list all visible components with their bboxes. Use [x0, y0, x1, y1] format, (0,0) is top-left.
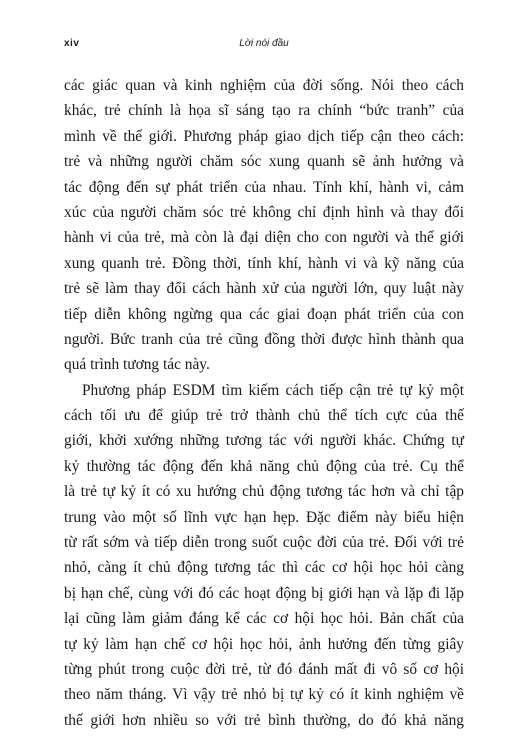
paragraph-1 — [64, 73, 464, 378]
text-line: khác, trẻ chính là họa sĩ sáng tạo ra chính “bức tranh” của — [64, 102, 464, 120]
text-line: thế giới hơn nhiều so với trẻ bình thường, do đó khả năng — [64, 711, 464, 729]
text-line: trung vào một số lĩnh vực hạn hẹp. Đặc điểm này biểu hiện — [64, 508, 464, 526]
text-line: quá trình tương tác này. — [64, 356, 210, 374]
text-line: các giác quan và kinh nghiệm của đời sống. Nói theo cách — [64, 77, 464, 94]
text-line: trẻ và những người chăm sóc xung quanh sẽ ảnh hưởng và — [64, 153, 464, 171]
text-line: hành vi của trẻ, mà còn là đại diện cho con người và thế giới — [64, 229, 464, 247]
text-line: xung quanh trẻ. Đồng thời, tính khí, hành vi và kỹ năng của — [64, 254, 464, 272]
page-number: xiv — [64, 38, 80, 49]
text-line: tiếp diễn không ngừng qua các giai đoạn phát triển của con — [64, 305, 464, 323]
text-line: Phương pháp ESDM tìm kiếm cách tiếp cận trẻ tự kỷ một — [82, 381, 464, 399]
text-line: trẻ sẽ làm thay đổi cách hành xử của người lớn, quy luật này — [64, 280, 464, 298]
text-line: giới, khởi xướng những tương tác với người khác. Chứng tự — [64, 432, 464, 450]
text-line: cách tối ưu để giúp trẻ trở thành chủ thể tích cực của thế — [64, 407, 464, 425]
body-text — [64, 73, 464, 733]
text-line: kỷ thường tác động đến khả năng chủ động của trẻ. Cụ thể — [64, 457, 464, 475]
text-line: từng phút trong cuộc đời trẻ, từ đó đánh mất đi vô số cơ hội — [64, 660, 464, 678]
text-line: xúc của người chăm sóc trẻ không chỉ định hình và thay đổi — [64, 203, 464, 221]
page-header — [64, 38, 464, 54]
paragraph-2 — [64, 378, 464, 733]
text-line: lại cũng làm giảm đáng kể các cơ hội học hỏi. Bản chất của — [64, 610, 464, 628]
text-line: người. Bức tranh của trẻ cũng đồng thời được hình thành qua — [64, 330, 464, 348]
text-line: bị hạn chế, cùng với đó các hoạt động bị giới hạn và lặp đi lặp — [64, 584, 464, 602]
text-line: theo năm tháng. Vì vậy trẻ nhỏ bị tự kỷ có ít kinh nghiệm về — [64, 686, 464, 704]
text-line: tự kỷ làm hạn chế cơ hội học hỏi, ảnh hưởng đến từng giây — [64, 635, 464, 653]
running-title: Lời nói đầu — [239, 38, 289, 49]
text-line: từ rất sớm và tiếp diễn trong suốt cuộc đời của trẻ. Đối với trẻ — [64, 534, 464, 552]
text-line: nhỏ, càng ít chủ động tương tác thì các cơ hội học hỏi càng — [64, 559, 464, 577]
text-line: mình về thế giới. Phương pháp giao dịch tiếp cận theo cách: — [64, 127, 464, 145]
text-line: tác động đến sự phát triển của nhau. Tính khí, hành vi, cảm — [64, 178, 464, 196]
text-line: là trẻ tự kỷ ít có xu hướng chủ động tương tác hơn và chỉ tập — [64, 483, 464, 501]
